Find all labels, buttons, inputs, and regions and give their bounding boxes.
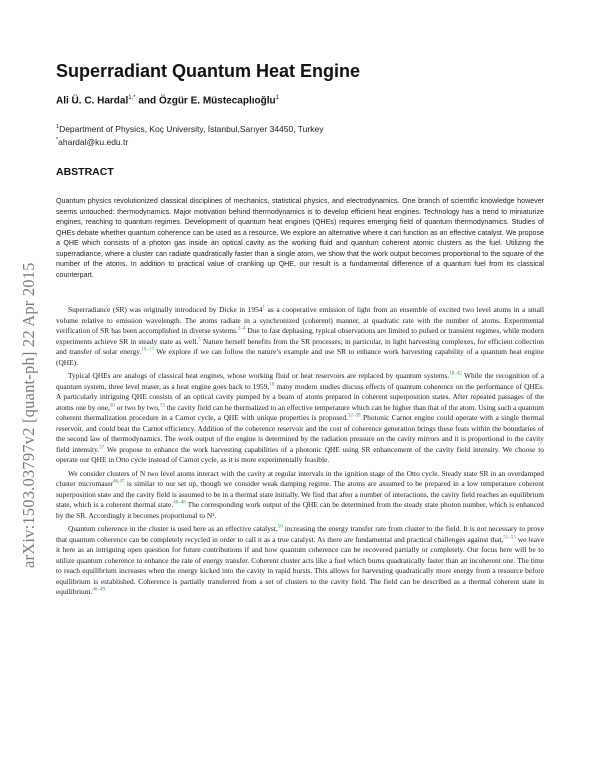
- abstract-text: Quantum physics revolutionized classical disciplines of mechanics, statistical physics, and electrodynamics. One branch of scientific knowledge however seems untouched: thermodynamics. Major motivation behind thermodynamics is to develop efficient heat engines. Technology has a trend to miniaturize engines, reaching to quantum regimes. Development of quantum heat engines (QHEs) requires emerging field of quantum thermodynamics. Studies of QHEs debate whether quantum coherence can be used as a resource. We explore an alternative where it can function as an effective catalyst. We propose a QHE which consists of a photon gas inside an optical cavity as the working fluid and quantum coherent atomic clusters as the fuel. Utilizing the superradiance, where a cluster can radiate quadratically faster than a single atom, we show that the work output becomes proportional to the square of the number of the atoms. In addition to practical value of cranking up QHE, our result is a fundamental difference of a quantum fuel from its classical counterpart.: [56, 197, 544, 279]
- citation-link: 37: [99, 445, 105, 451]
- paragraph-text: or two by two,: [114, 402, 160, 412]
- citation-link: 32–39: [348, 413, 361, 419]
- paragraph-text: we leave it here as an intriguing open question for future contributions if and how quantum coherence can be recovered partially or completely. Our focus here will be to utilize quantum coherence to enhance the rate of energy transfer. Coherent cluster acts like a fuel which burns quadratically faster than an incoherent one. The time to reach equilibrium increases when the energy kicked into the cavity in rapid bursts. This allows for harvesting quadratically more energy from a resource before equilibrium is established. Coherence is partially transferred from a set of clusters to the cavity field. The field can be described as a thermal coherent state in equilibrium.: [56, 534, 545, 596]
- citation-link: 46–49: [92, 587, 105, 593]
- citation-link: 10–17: [141, 347, 154, 353]
- paragraph-text: Nature herself benefits from the SR processes; in particular, in light harvesting complexes, for efficient collection and transfer of solar energy.: [56, 336, 544, 356]
- paragraph-text: is similar to our set up, though we consider weak damping regime. The atoms are assumed to be prepared in a low temperature coherent superposition state and the cavity field is assumed to be in a thermal state initially. We find that after a number of interactions, the cavity field reaches an equilibrium state, which is a coherent thermal state.: [56, 479, 545, 509]
- author-affiliation-mark: 1: [275, 95, 279, 101]
- paragraph: [56, 305, 544, 368]
- author-list: [56, 95, 279, 106]
- affiliation-mark: *: [56, 136, 59, 143]
- citation-link: 2–4: [237, 326, 246, 332]
- abstract-heading: ABSTRACT: [56, 166, 114, 178]
- paragraph: [56, 524, 544, 598]
- paragraph: [56, 371, 544, 466]
- corresponding-email: ahardal@ku.edu.tr: [58, 136, 129, 147]
- paragraph-text: Due to fast dephasing, typical observations are limited to pulsed or transient regimes, while modern experiments achieve SR in steady state as well.: [56, 326, 545, 346]
- citation-link: 50: [277, 524, 283, 530]
- paragraph-text: as a cooperative emission of light from an ensemble of excited two level atoms in a small volume relative to emission wavelength. The atoms radiate in a synchronized (coherent) manner, at quadratic rate with the number of atoms. Experimental verification of SR has been accomplished in diverse systems.: [56, 305, 544, 335]
- paragraph-text: the cavity field can be thermalized to an effective temperature which can be higher than that of the atom. Using such a quantum coherent thermalization procedure in a Carnot cycle, a QHE with unique properties is proposed.: [56, 402, 544, 422]
- author-name: Ali Ü. C. Hardal: [56, 95, 129, 107]
- citation-link: 1: [262, 305, 265, 311]
- citation-link: 18: [269, 382, 275, 388]
- author-name: Özgür E. Müstecaplıoğlu: [158, 95, 276, 107]
- affiliation-line: [56, 122, 323, 135]
- citation-link: 5: [198, 337, 201, 343]
- paragraph-text: While the recognition of a quantum system, three level maser, as a heat engine goes back to 1959,: [56, 371, 544, 391]
- body-text: [56, 305, 544, 601]
- author-affiliation-mark: 1,*: [128, 95, 136, 101]
- paragraph-text: We explore if we can follow the nature’s example and use SR to enhance work harvesting capability of a quantum heat engine (QHE).: [56, 347, 544, 367]
- paragraph-text: Superradiance (SR) was originally introduced by Dicke in 1954: [68, 305, 263, 314]
- affiliation-text: Department of Physics, Koç University, İstanbul,Sarıyer 34450, Turkey: [59, 123, 324, 134]
- citation-link: 33: [159, 403, 165, 409]
- email-line: [56, 135, 323, 148]
- affiliations: [56, 122, 323, 148]
- paragraph-text: Photonic Carnot engine could operate with a single thermal reservoir, and could beat the Carnot efficiency. Addition of the coherence reservoir and the cost of coherence generation brings these feats within the boundaries of the second law of thermodynamics. The work output of the engine is determined by the radiation pressure on the cavity mirrors and it is proportional to the cavity field intensity.: [56, 413, 544, 454]
- arxiv-sidebar-stamp: arXiv:1503.03797v2 [quant-ph] 22 Apr 2015: [19, 262, 38, 568]
- author-conjunction: and: [135, 95, 159, 107]
- citation-link: 51–53: [503, 535, 516, 541]
- paragraph-text: increasing the energy transfer rate from cluster to the field. It is not necessary to prove that quantum coherence can be completely recycled in order to call it as a true catalyst. As there are fundamental and practical challenges against that,: [56, 524, 544, 544]
- paragraph-text: We propose to enhance the work harvesting capabilities of a photonic QHE using SR enhancement of the cavity field intensity. We choose to operate our QHE in Otto cycle instead of Carnot cycle, as it is more experimentally feasible.: [56, 444, 544, 464]
- paper-title: Superradiant Quantum Heat Engine: [56, 61, 361, 81]
- citation-link: 30: [109, 403, 115, 409]
- citation-link: 18–42: [449, 371, 462, 377]
- citation-link: 46–48: [173, 500, 186, 506]
- paragraph-text: Typical QHEs are analogs of classical heat engines, whose working fluid or heat reservoirs are replaced by quantum systems.: [68, 371, 450, 380]
- paragraph-text: We consider clusters of N two level atoms interact with the cavity at regular intervals in the ignition stage of the Otto cycle. Steady state SR in an overdamped cluster micromaser: [56, 468, 544, 488]
- paragraph-text: many modern studies discuss effects of quantum coherence on the performance of QHEs. A particularly intriguing QHE consists of an optical cavity pumped by a beam of atoms prepared in coherent superposition states. After repeated passages of the atoms one by one,: [56, 381, 544, 412]
- citation-link: 46,47: [113, 479, 125, 485]
- paragraph-text: The corresponding work output of the QHE can be determined from the steady state photon number, which is enhanced by the SR. Accordingly it becomes proportional to N².: [56, 500, 544, 520]
- paragraph: [56, 469, 544, 522]
- paragraph-text: Quantum coherence in the cluster is used here as an effective catalyst,: [68, 524, 278, 533]
- affiliation-mark: 1: [56, 124, 60, 130]
